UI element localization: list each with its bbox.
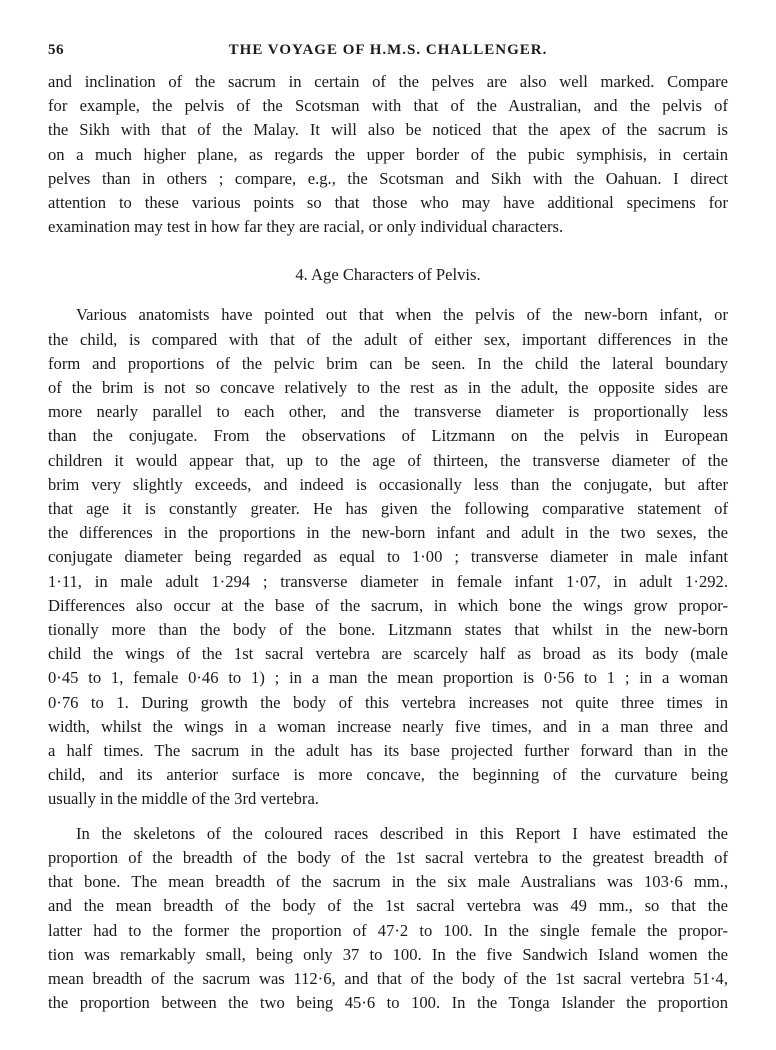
paragraph-gap: [48, 812, 728, 822]
text-line: conjugate diameter being regarded as equal to 1·00 ; transverse diameter in male infant: [48, 547, 728, 567]
text-line: pelves than in others ; compare, e.g., the Scotsman and Sikh with the Oahuan. I direct: [48, 168, 728, 188]
text-line: In the skeletons of the coloured races described in this Report I have estimated the: [76, 823, 728, 843]
text-line: that bone. The mean breadth of the sacrum in the six male Australians was 103·6 mm.,: [48, 872, 728, 892]
running-head: [48, 42, 728, 70]
paragraph-coloured-races: [48, 822, 728, 1016]
text-line: of the brim is not so concave relatively to the rest as in the adult, the opposite sides are: [48, 378, 728, 398]
book-page: [48, 42, 728, 1015]
text-line: on a much higher plane, as regards the upper border of the pubic symphisis, in certain: [48, 144, 728, 164]
text-line: examination may test in how far they are racial, or only individual characters.: [48, 217, 564, 237]
text-line: a half times. The sacrum in the adult has its base projected further forward than in the: [48, 741, 728, 761]
text-line: that age it is constantly greater. He has given the following comparative statement of: [48, 499, 728, 519]
text-line: the proportion between the two being 45·6 to 100. In the Tonga Islander the proportion: [48, 993, 728, 1013]
text-line: the child, is compared with that of the adult of either sex, important differences in the: [48, 329, 728, 349]
text-line: for example, the pelvis of the Scotsman with that of the Australian, and the pelvis of: [48, 96, 728, 116]
text-line: 0·45 to 1, female 0·46 to 1) ; in a man the mean proportion is 0·56 to 1 ; in a woman: [48, 668, 728, 688]
section-heading: 4. Age Characters of Pelvis.: [295, 265, 481, 285]
text-line: 0·76 to 1. During growth the body of this vertebra increases not quite three times in: [48, 692, 728, 712]
text-line: attention to these various points so that those who may have additional specimens for: [48, 193, 728, 213]
text-line: tion was remarkably small, being only 37 to 100. In the five Sandwich Island women the: [48, 944, 728, 964]
text-line: tionally more than the body of the bone. Litzmann states that whilst in the new-born: [48, 620, 728, 640]
text-line: child the wings of the 1st sacral vertebra are scarcely half as broad as its body (male: [48, 644, 728, 664]
text-line: and the mean breadth of the body of the 1st sacral vertebra was 49 mm., so that the: [48, 896, 728, 916]
text-line: and inclination of the sacrum in certain of the pelves are also well marked. Compare: [48, 72, 728, 91]
text-line: the differences in the proportions in the new-born infant and adult in the two sexes, the: [48, 523, 728, 543]
paragraph-age-characters: [48, 303, 728, 811]
text-line: form and proportions of the pelvic brim can be seen. In the child the lateral boundary: [48, 353, 728, 373]
text-line: 1·11, in male adult 1·294 ; transverse diameter in female infant 1·07, in adult 1·292.: [48, 571, 728, 591]
running-title: THE VOYAGE OF H.M.S. CHALLENGER.: [228, 42, 548, 58]
text-line: latter had to the former the proportion of 47·2 to 100. In the single female the propor-: [48, 920, 728, 940]
text-line: Differences also occur at the base of the sacrum, in which bone the wings grow propor-: [48, 595, 728, 615]
text-line: usually in the middle of the 3rd vertebra.: [48, 789, 319, 809]
text-line: child, and its anterior surface is more concave, the beginning of the curvature being: [48, 765, 728, 785]
text-line: more nearly parallel to each other, and the transverse diameter is proportionally less: [48, 402, 728, 422]
text-line: proportion of the breadth of the body of the 1st sacral vertebra to the greatest breadth of: [48, 847, 728, 867]
text-line: the Sikh with that of the Malay. It will also be noticed that the apex of the sacrum is: [48, 120, 728, 140]
text-line: brim very slightly exceeds, and indeed is occasionally less than the conjugate, but after: [48, 474, 728, 494]
text-line: than the conjugate. From the observations of Litzmann on the pelvis in European: [48, 426, 728, 446]
page-number: 56: [48, 42, 64, 58]
text-line: children it would appear that, up to the age of thirteen, the transverse diameter of the: [48, 450, 728, 470]
text-line: width, whilst the wings in a woman increase nearly five times, and in a man three and: [48, 716, 728, 736]
paragraph-continuation: [48, 70, 728, 239]
text-line: Various anatomists have pointed out that when the pelvis of the new-born infant, or: [76, 305, 728, 325]
text-line: mean breadth of the sacrum was 112·6, and that of the body of the 1st sacral vertebra 51·4,: [48, 968, 728, 988]
